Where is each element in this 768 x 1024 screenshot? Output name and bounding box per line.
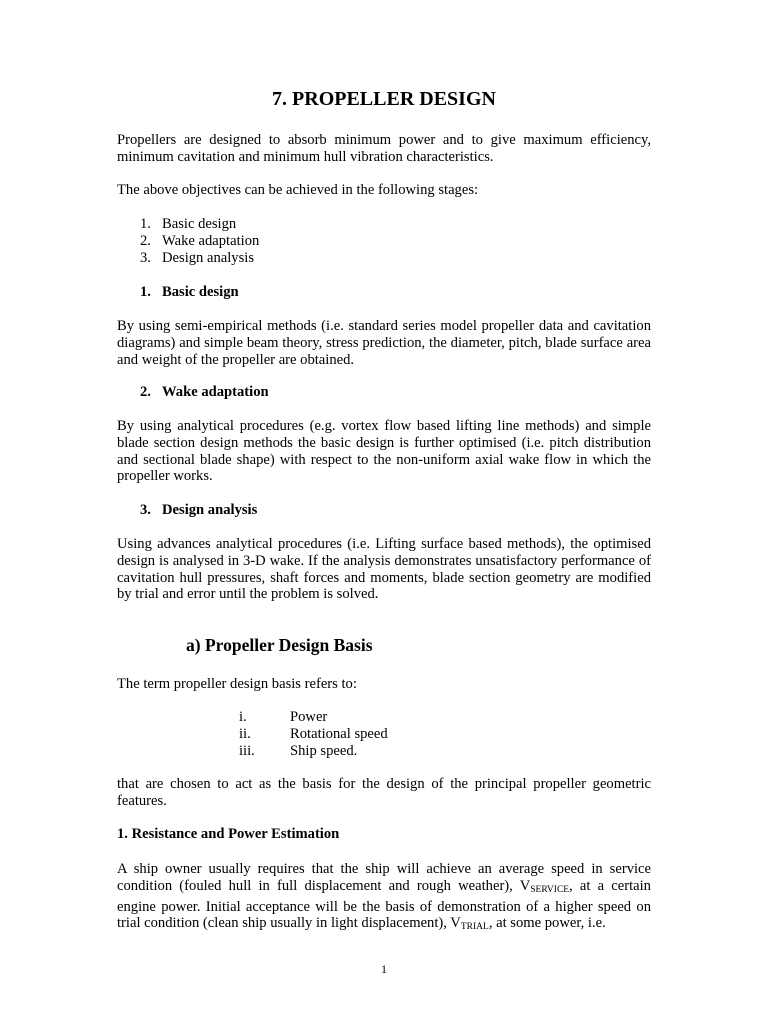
list-item: i. Power	[239, 709, 328, 725]
list-item: 1. Basic design	[140, 216, 237, 232]
page-number: 1	[381, 962, 387, 976]
list-item: 3. Design analysis	[140, 249, 255, 266]
resistance-paragraph: A ship owner usually requires that the ship will achieve an average speed in service condition (fouled hull in full displacement and rough weather), $V_{SERVICE}$, at a certain engine power. Initial acceptance will be the basis of demonstration of a higher speed on trial condition (clean ship usually in light displacement), $V_{TRIAL}$, at some power, i.e.	[117, 861, 651, 933]
list-item: iii. Ship speed.	[239, 742, 358, 759]
intro-paragraph: Propellers are designed to absorb minimum power and to give maximum efficiency, minimum cavitation and minimum hull vibration characteristics.	[117, 132, 651, 165]
design-basis-intro: The term propeller design basis refers to:	[117, 676, 357, 692]
page-title: 7. PROPELLER DESIGN	[272, 88, 496, 110]
design-analysis-paragraph: Using advances analytical procedures (i.e. Lifting surface based methods), the optimised design is analysed in 3-D wake. If the analysis demonstrates unsatisfactory performance of cavitation hull pressures, shaft forces and moments, blade section geometry are modified by trial and error until the problem is solved.	[117, 536, 651, 603]
design-basis-list	[239, 709, 539, 759]
list-item: ii. Rotational speed	[239, 725, 388, 742]
subsection-title: a) Propeller Design Basis	[186, 635, 373, 655]
design-basis-after: that are chosen to act as the basis for the design of the principal propeller geometric features.	[117, 776, 651, 809]
stages-list	[140, 216, 440, 266]
resistance-heading: 1. Resistance and Power Estimation	[117, 826, 340, 842]
list-item: 2. Wake adaptation	[140, 232, 260, 249]
stages-intro: The above objectives can be achieved in the following stages:	[117, 182, 479, 198]
wake-adaptation-paragraph: By using analytical procedures (e.g. vortex flow based lifting line methods) and simple blade section design methods the basic design is further optimised (i.e. pitch distribution and sectional blade shape) with respect to the non-uniform axial wake flow in which the propeller works.	[117, 418, 651, 485]
section-heading-wake-adaptation: 2. Wake adaptation	[140, 384, 269, 400]
basic-design-paragraph: By using semi-empirical methods (i.e. standard series model propeller data and cavitation diagrams) and simple beam theory, stress prediction, the diameter, pitch, blade surface area and weight of the propeller are obtained.	[117, 318, 651, 368]
section-heading-basic-design: 1. Basic design	[140, 284, 239, 300]
section-heading-design-analysis: 3. Design analysis	[140, 502, 258, 518]
